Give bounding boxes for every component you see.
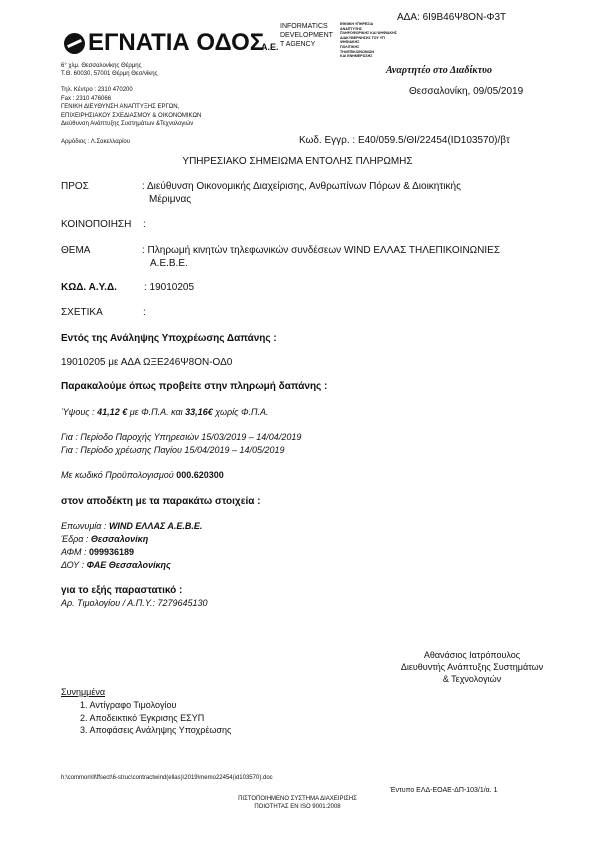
to-value-cont: Μέριμνας xyxy=(149,194,192,205)
amount-net: 33,16€ xyxy=(185,407,213,417)
related-label: ΣΧΕΤΙΚΑ xyxy=(61,307,103,318)
signatory-role-cont: & Τεχνολογιών xyxy=(442,674,502,684)
ada-code: ΑΔΑ: 6Ι9Β46Ψ8ΟΝ-Φ3Τ xyxy=(397,12,507,23)
fax-line: Fax : 2310 476066 xyxy=(61,95,112,102)
signatory-role: Διευθυντής Ανάπτυξης Συστημάτων xyxy=(400,662,544,672)
dept-line: Διεύθυνση Ανάπτυξης Συστημάτων &Τεχνολογιών xyxy=(61,121,194,127)
amount-line xyxy=(61,407,269,417)
ida-small-line: ΤΗΛΕΠΙΚΟΙΝΩΝΙΩΝ xyxy=(340,49,374,54)
address-block xyxy=(61,62,158,78)
internet-post-label: Αναρτητέο στο Διαδίκτυο xyxy=(386,65,492,76)
payee-seat-label: Έδρα : xyxy=(61,534,91,544)
attachments-label: Συνημμένα xyxy=(61,687,106,697)
payee-name-label: Επωνυμία : xyxy=(61,521,109,531)
signatory-name: Αθανάσιος Ιατρόπουλος xyxy=(423,650,521,660)
budget-code: 000.620300 xyxy=(176,470,224,480)
ida-small-line: ΚΑΙ ΕΝΗΜΕΡΩΣΗΣ xyxy=(340,54,373,59)
payee-name-line xyxy=(61,520,202,533)
kae-label: ΚΩΔ. Α.Υ.Δ. xyxy=(61,282,117,293)
subject-label: ΘΕΜΑ xyxy=(61,245,91,256)
ida-line: DEVELOPMENT xyxy=(280,32,333,39)
attachment-item: 1. Αντίγραφο Τιμολογίου xyxy=(80,700,177,710)
amount-gross: 41,12 € xyxy=(97,407,128,417)
payee-afm: 099936189 xyxy=(89,547,135,557)
payee-block xyxy=(61,520,202,572)
logo-text: ΕΓΝΑΤΙΑ ΟΔΟΣ xyxy=(88,29,265,56)
file-path: h:\common\ll\ffsect\6-struc\contractwind(ellas)\2019\memo22454(id103570).doc xyxy=(61,775,273,781)
ida-line: T AGENCY xyxy=(280,41,316,48)
payee-doy-label: ΔΟΥ : xyxy=(61,560,87,570)
budget-prefix: Με κωδικό Προϋπολογισμού xyxy=(61,470,177,480)
qms-line: ΠΟΙΟΤΗΤΑΣ ΕΝ ISO 9001:2008 xyxy=(254,803,341,810)
place-date: Θεσσαλονίκη, 09/05/2019 xyxy=(409,86,524,97)
payee-doy-line xyxy=(61,559,202,572)
period-fixed: Για : Περίοδο χρέωσης Παγίου 15/04/2019 – 14/05/2019 xyxy=(61,445,285,455)
cc-label: ΚΟΙΝΟΠΟΙΗΣΗ xyxy=(61,219,132,230)
ida-small-line: ΨΗΦΙΑΚΗΣ xyxy=(340,40,360,45)
payee-doy: ΦΑΕ Θεσσαλονίκης xyxy=(86,560,171,570)
address-line: Τ.Θ. 60030, 57001 Θέρμη Θεσ/νίκης xyxy=(61,71,158,77)
to-label: ΠΡΟΣ xyxy=(61,181,89,192)
qms-note xyxy=(0,796,595,811)
payee-heading: στον αποδέκτη με τα παρακάτω στοιχεία : xyxy=(61,496,261,507)
period-service: Για : Περίοδο Παροχής Υπηρεσιών 15/03/2019 – 14/04/2019 xyxy=(61,432,302,442)
protocol-number: Κωδ. Εγγρ. : Ε40/059.5/ΘΙ/22454(ID103570)/βτ xyxy=(299,135,510,146)
ida-logo xyxy=(280,22,333,49)
responsible-person: Αρμόδιος : Λ.Σακελλαρίου xyxy=(61,139,131,145)
kae-value: : 19010205 xyxy=(144,282,195,293)
amount-prefix: Ύψους : xyxy=(61,407,98,417)
commitment-value: 19010205 με ΑΔΑ ΩΞΕ246Ψ8ΟΝ-ΟΔ0 xyxy=(61,357,233,368)
page-title: ΥΠΗΡΕΣΙΑΚΟ ΣΗΜΕΙΩΜΑ ΕΝΤΟΛΗΣ ΠΛΗΡΩΜΗΣ xyxy=(182,156,413,167)
attachment-item: 3. Αποφάσεις Ανάληψης Υποχρέωσης xyxy=(80,725,232,735)
address-line: 6° χλμ. Θεσσαλονίκης Θέρμης xyxy=(61,63,142,69)
to-value: : Διεύθυνση Οικονομικής Διαχείρισης, Ανθρωπίνων Πόρων & Διοικητικής xyxy=(142,181,461,192)
attachment-item: 2. Αποδεικτικό Έγκρισης ΕΣΥΠ xyxy=(80,712,205,723)
ida-small-line: ΠΟΛΙΤΙΚΗΣ xyxy=(340,44,360,49)
invoice-value: Αρ. Τιμολογίου / Α.Π.Υ.: 7279645130 xyxy=(61,598,208,608)
subject-value-cont: Α.Ε.Β.Ε. xyxy=(150,258,188,269)
egnatia-logo-icon xyxy=(64,33,85,54)
payee-seat-line xyxy=(61,533,202,546)
budget-line xyxy=(61,470,224,480)
ida-line: INFORMATICS xyxy=(280,23,328,30)
request-heading: Παρακαλούμε όπως προβείτε στην πληρωμή δαπάνης : xyxy=(61,381,328,392)
attachments-list xyxy=(80,699,231,737)
amount-mid: με Φ.Π.Α. και xyxy=(127,407,186,417)
tel-line: Τηλ. Κέντρο : 2310 470200 xyxy=(61,87,133,93)
payee-afm-label: ΑΦΜ : xyxy=(61,547,90,557)
commitment-heading: Εντός της Ανάληψης Υποχρέωσης Δαπάνης : xyxy=(61,333,277,344)
ida-small-line: ΠΛΗΡΟΦΟΡΙΚΗΣ ΚΑΙ ΨΗΦΙΑΚΗΣ xyxy=(340,31,397,36)
subject-value: : Πληρωμή κινητών τηλεφωνικών συνδέσεων WIND ΕΛΛΑΣ ΤΗΛΕΠΙΚΟΙΝΩΝΙΕΣ xyxy=(142,245,501,256)
dept-line: ΓΕΝΙΚΗ ΔΙΕΥΘΥΝΣΗ ΑΝΑΠΤΥΞΗΣ ΕΡΓΩΝ, xyxy=(61,104,180,110)
signature-block xyxy=(372,649,572,685)
dept-line: ΕΠΙΧΕΙΡΗΣΙΑΚΟΥ ΣΧΕΔΙΑΣΜΟΥ & ΟΙΚΟΝΟΜΙΚΩΝ xyxy=(61,112,202,119)
amount-suffix: χωρίς Φ.Π.Α. xyxy=(212,407,269,417)
ida-small-line: ΕΘΝΙΚΗ ΥΠΗΡΕΣΙΑ xyxy=(340,22,374,26)
related-value: : xyxy=(143,307,146,318)
ida-small-line: ΑΝΑΠΤΥΞΗΣ xyxy=(340,26,363,31)
payee-seat: Θεσσαλονίκη xyxy=(90,534,149,544)
form-code: Έντυπο ΕΛΔ-ΕΟΑΕ-ΔΠ-103/1/α. 1 xyxy=(390,787,498,794)
ida-small-line: ΔΙΑΚΥΒΕΡΝΗΣΗΣ ΤΟΥ ΥΠ xyxy=(340,35,385,40)
logo-suffix: Α.Ε. xyxy=(261,42,279,52)
ida-small-text xyxy=(340,22,397,59)
cc-value: : xyxy=(143,219,146,230)
payee-afm-line xyxy=(61,546,202,559)
payee-name: WIND ΕΛΛΑΣ Α.Ε.Β.Ε. xyxy=(108,521,203,531)
qms-line: ΠΙΣΤΟΠΟΙΗΜΕΝΟ ΣΥΣΤΗΜΑ ΔΙΑΧΕΙΡΙΣΗΣ xyxy=(238,796,357,802)
invoice-heading: για το εξής παραστατικό : xyxy=(61,585,183,596)
contact-block xyxy=(61,86,201,129)
